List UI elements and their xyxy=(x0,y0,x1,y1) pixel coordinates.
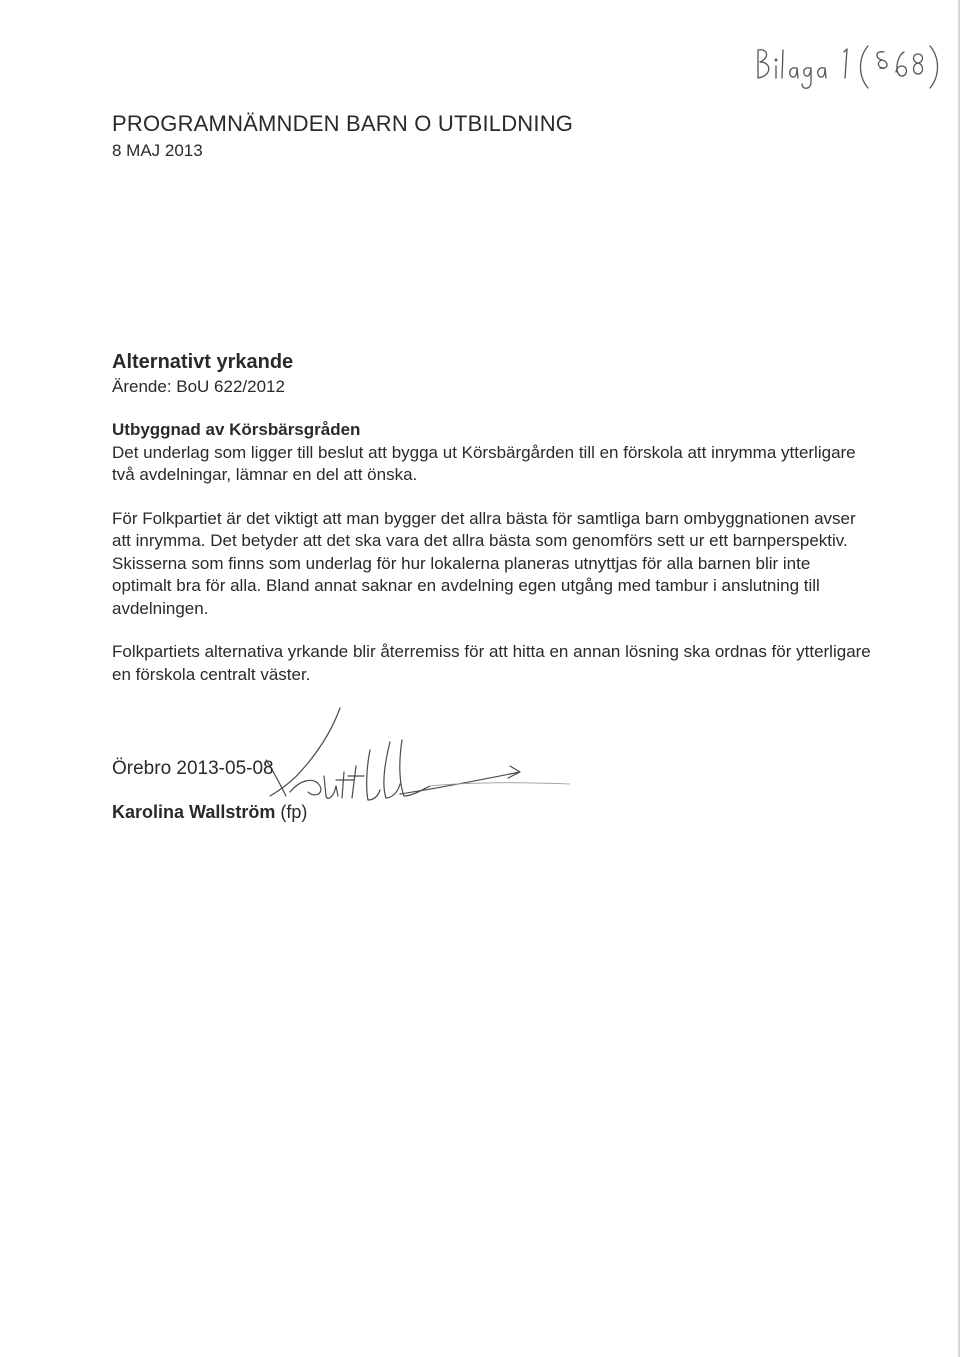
paragraph-2: För Folkpartiet är det viktigt att man bygger det allra bästa för samtliga barn ombyggnationen avser att inrymma. Det betyder att det ska vara det allra bästa som genomförs sett ur ett barnperspektiv. Skisserna som finns som underlag för hur lokalerna planeras utnyttjas för alla barnen blir inte optimalt bra för alla. Bland annat saknar en avdelning egen utgång med tambur i anslutning till avdelningen. xyxy=(112,508,856,618)
signatory xyxy=(112,800,307,824)
signatory-party: (fp) xyxy=(280,802,308,822)
signatory-name: Karolina Wallström xyxy=(112,802,276,822)
meeting-date: 8 MAJ 2013 xyxy=(112,141,203,160)
document-body xyxy=(112,419,872,686)
paragraph-1: Det underlag som ligger till beslut att bygga ut Körsbärgården till en förskola att inrymma ytterligare två avdelningar, lämnar en del att önska. xyxy=(112,442,856,484)
proposal-section xyxy=(112,349,872,399)
paragraph-3: Folkpartiets alternativa yrkande blir återremiss för att hitta en annan lösning ska ordnas för ytterligare en förskola centralt väster. xyxy=(112,642,871,684)
subject-heading: Utbyggnad av Körsbärsgråden xyxy=(112,420,361,439)
signature-place-date: Örebro 2013-05-08 xyxy=(112,758,274,779)
case-reference: Ärende: BoU 622/2012 xyxy=(112,377,285,396)
proposal-heading: Alternativt yrkande xyxy=(112,351,294,373)
document-header xyxy=(112,110,872,162)
handwritten-annotation xyxy=(752,36,942,96)
committee-title: PROGRAMNÄMNDEN BARN O UTBILDNING xyxy=(112,111,574,136)
